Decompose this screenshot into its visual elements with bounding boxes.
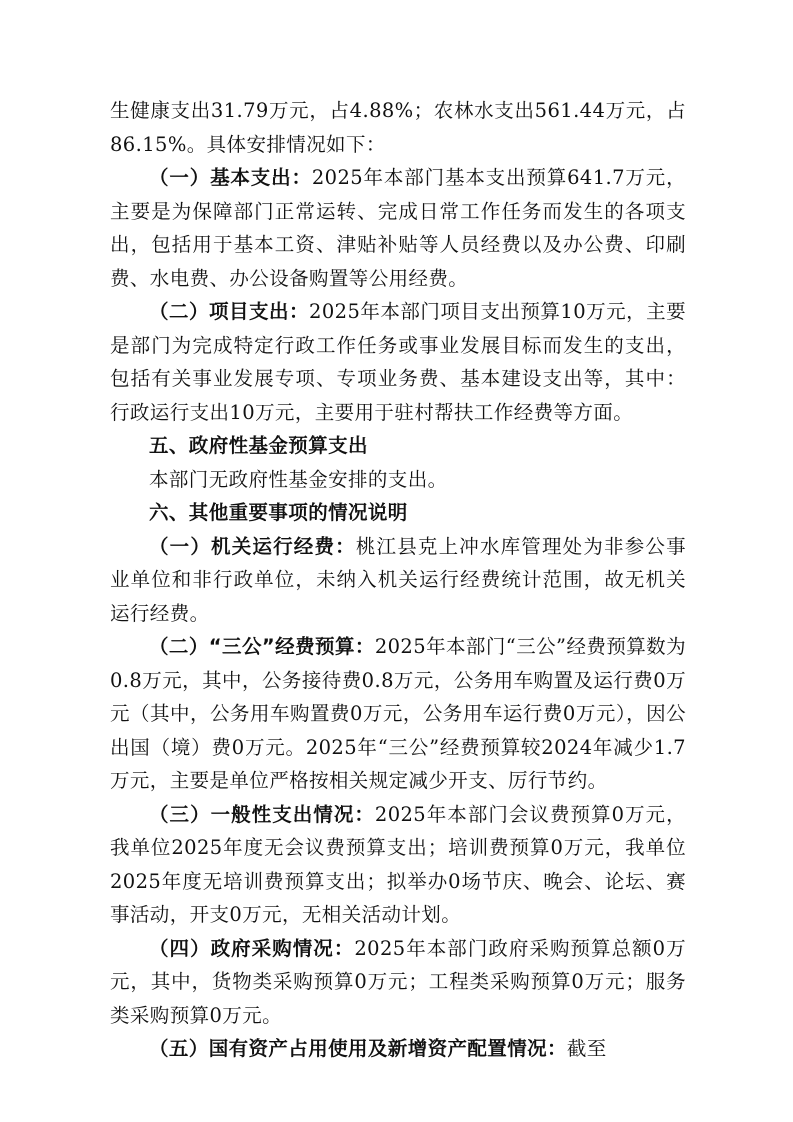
paragraph-text: 2025年本部门会议费预算0万元，我单位2025年度无会议费预算支出；培训费预算0万元，我单位2025年度无培训费预算支出；拟举办0场节庆、晚会、论坛、赛事活动，开支0万元，无相关活动计划。 — [110, 802, 686, 926]
paragraph-lead: （五）国有资产占用使用及新增资产配置情况： — [149, 1037, 567, 1060]
paragraph-three-public — [110, 630, 686, 798]
paragraph-text: 2025年本部门政府采购预算总额0万元，其中，货物类采购预算0万元；工程类采购预算0万元；服务类采购预算0万元。 — [110, 936, 686, 1027]
paragraph-text: 生健康支出31.79万元，占4.88%；农林水支出561.44万元，占86.15%。具体安排情况如下： — [110, 99, 686, 156]
paragraph-lead: （二）“三公”经费预算： — [149, 635, 375, 658]
paragraph-state-assets — [110, 1032, 686, 1066]
paragraph-general-expenditure — [110, 798, 686, 932]
section-heading-other-matters: 六、其他重要事项的情况说明 — [149, 501, 408, 524]
paragraph-basic-expenditure — [110, 161, 686, 295]
paragraph-text: 2025年本部门项目支出预算10万元，主要是部门为完成特定行政工作任务或事业发展目标而发生的支出，包括有关事业发展专项、专项业务费、基本建设支出等，其中：行政运行支出10万元，主要用于驻村帮扶工作经费等方面。 — [110, 300, 687, 424]
paragraph-operating-funds — [110, 530, 686, 631]
paragraph-lead: （二）项目支出： — [149, 300, 310, 323]
paragraph-text: 本部门无政府性基金安排的支出。 — [149, 467, 448, 491]
paragraph-lead: （三）一般性支出情况： — [149, 802, 375, 826]
paragraph-lead: （一）机关运行经费： — [149, 534, 356, 558]
paragraph-project-expenditure — [110, 295, 686, 429]
paragraph-health-agri — [110, 94, 686, 161]
paragraph-text: 桃江县克上冲水库管理处为非参公事业单位和非行政单位，未纳入机关运行经费统计范围，故无机关运行经费。 — [110, 534, 686, 625]
paragraph-text: 截至 — [566, 1037, 607, 1060]
paragraph-text: 2025年本部门“三公”经费预算数为0.8万元，其中，公务接待费0.8万元，公务用车购置及运行费0万元（其中，公务用车购置费0万元，公务用车运行费0万元），因公出国（境）费0万元。2025年“三公”经费预算较2024年减少1.7万元，主要是单位严格按相关规定减少开支、厉行节约。 — [110, 635, 687, 792]
paragraph-no-fund — [110, 463, 686, 497]
section-heading-fund-budget: 五、政府性基金预算支出 — [149, 434, 368, 457]
paragraph-procurement — [110, 932, 686, 1033]
paragraph-lead: （四）政府采购情况： — [149, 936, 355, 960]
paragraph-text: 2025年本部门基本支出预算641.7万元，主要是为保障部门正常运转、完成日常工作任务而发生的各项支出，包括用于基本工资、津贴补贴等人员经费以及办公费、印刷费、水电费、办公设备购置等公用经费。 — [110, 166, 686, 290]
paragraph-lead: （一）基本支出： — [149, 166, 312, 189]
